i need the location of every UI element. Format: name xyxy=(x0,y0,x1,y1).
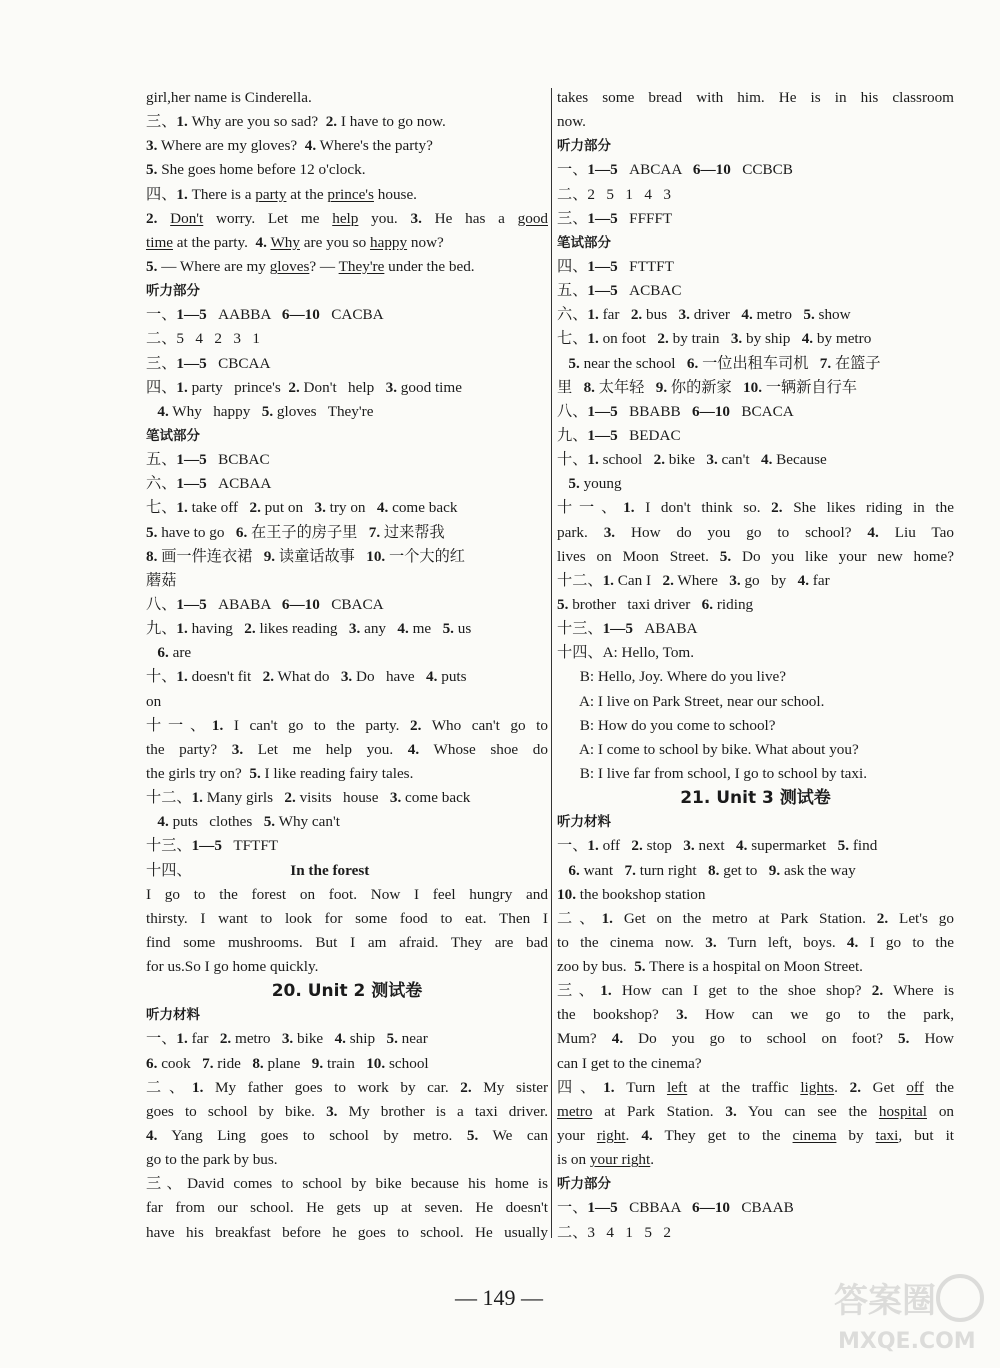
text-line: 十四、 In the forest xyxy=(146,861,370,879)
text-line: 5. She goes home before 12 o'clock. xyxy=(146,161,366,179)
text-line: 七、1. take off 2. put on 3. try on 4. come back xyxy=(146,499,458,517)
text-line: 一、1. off 2. stop 3. next 4. supermarket 5. find xyxy=(557,837,878,855)
text-line: the party? 3. Let me help you. 4. Whose shoe do xyxy=(146,740,548,758)
text-line: 十三、1—5 TFTFT xyxy=(146,837,279,855)
text-line: 2. Don't worry. Let me help you. 3. He has a good xyxy=(146,209,548,227)
text-line: lives on Moon Street. 5. Do you like your new home? xyxy=(557,547,954,565)
right-column xyxy=(557,86,954,1245)
text-line: 里 8. 太年轻 9. 你的新家 10. 一辆新自行车 xyxy=(557,378,857,396)
text-line: for us.So I go home quickly. xyxy=(146,958,319,976)
text-line: 3. Where are my gloves? 4. Where's the party? xyxy=(146,137,433,155)
text-line: 九、1—5 BEDAC xyxy=(557,426,681,444)
text-line: Mum? 4. Do you go to school on foot? 5. How xyxy=(557,1030,954,1048)
text-line: on xyxy=(146,692,162,710)
page-number: — 149 — xyxy=(455,1285,543,1310)
text-line: 笔试部分 xyxy=(557,234,611,251)
text-line: your right. 4. They get to the cinema by taxi, but it xyxy=(557,1127,954,1145)
watermark-top-text: 答案圈 xyxy=(834,1281,936,1321)
text-line: 21. Unit 3 测试卷 xyxy=(680,788,831,809)
text-line: girl,her name is Cinderella. xyxy=(146,89,312,106)
text-line: 5. have to go 6. 在王子的房子里 7. 过来帮我 xyxy=(146,523,445,541)
text-line: 一、1—5 ABCAA 6—10 CCBCB xyxy=(557,161,793,179)
text-line: goes to school by bike. 3. My brother is a taxi driver. xyxy=(146,1102,548,1120)
text-line: 五、1—5 ACBAC xyxy=(557,282,682,300)
text-line: 6. are xyxy=(157,644,192,662)
text-line: 五、1—5 BCBAC xyxy=(146,451,270,469)
text-line: have his breakfast before he goes to school. He usually xyxy=(146,1223,548,1241)
text-line: 听力材料 xyxy=(557,814,611,831)
text-line: 5. brother taxi driver 6. riding xyxy=(557,595,754,613)
column-divider xyxy=(551,88,552,1238)
text-line: takes some bread with him. He is in his classroom xyxy=(557,89,954,106)
text-line: park. 3. How do you go to school? 4. Liu Tao xyxy=(557,523,954,541)
text-line: 听力部分 xyxy=(146,283,200,300)
text-line: 5. young xyxy=(568,475,622,493)
text-line: time at the party. 4. Why are you so happy now? xyxy=(146,233,444,251)
text-line: 5. — Where are my gloves? — They're under the bed. xyxy=(146,257,475,275)
text-line: 二、2 5 1 4 3 xyxy=(557,185,671,203)
text-line: 三、1. Why are you so sad? 2. I have to go now. xyxy=(146,113,446,131)
text-line: zoo by bus. 5. There is a hospital on Moon Street. xyxy=(557,958,863,976)
text-line: 4. Yang Ling goes to school by metro. 5. We can xyxy=(146,1127,548,1145)
text-line: B: How do you come to school? xyxy=(557,716,776,734)
text-line: 一、1—5 AABBA 6—10 CACBA xyxy=(146,306,384,324)
text-line: 听力部分 xyxy=(557,1176,611,1193)
text-line: 十一、1. I don't think so. 2. She likes riding in the xyxy=(557,499,954,517)
text-line: 二、1. My father goes to work by car. 2. My sister xyxy=(146,1078,548,1096)
text-line: B: Hello, Joy. Where do you live? xyxy=(557,668,787,686)
watermark-logo xyxy=(828,1268,988,1358)
text-line: 笔试部分 xyxy=(146,427,200,444)
text-line: 二、5 4 2 3 1 xyxy=(146,330,260,348)
text-line: 三、1—5 FFFFT xyxy=(557,209,673,227)
text-line: go to the park by bus. xyxy=(146,1151,278,1169)
text-line: 听力部分 xyxy=(557,138,611,155)
text-line: 四、1. Turn left at the traffic lights. 2. Get off the xyxy=(557,1078,954,1096)
text-line: 十、1. school 2. bike 3. can't 4. Because xyxy=(557,451,827,469)
text-line: 听力材料 xyxy=(146,1007,200,1024)
text-line: 二、3 4 1 5 2 xyxy=(557,1223,671,1241)
text-line: 10. the bookshop station xyxy=(557,885,706,903)
text-line: 六、1—5 ACBAA xyxy=(146,475,272,493)
text-line: 6. cook 7. ride 8. plane 9. train 10. school xyxy=(146,1054,429,1072)
text-line: 六、1. far 2. bus 3. driver 4. metro 5. show xyxy=(557,306,851,324)
text-line: the bookshop? 3. How can we go to the park, xyxy=(557,1006,954,1024)
text-line: is on your right. xyxy=(557,1151,655,1169)
left-column xyxy=(146,86,548,1245)
text-line: 蘑菇 xyxy=(146,571,177,589)
text-line: 一、1—5 CBBAA 6—10 CBAAB xyxy=(557,1199,794,1217)
text-line: now. xyxy=(557,113,586,131)
text-line: metro at Park Station. 3. You can see the hospital on xyxy=(557,1102,954,1120)
text-line: 八、1—5 BBABB 6—10 BCACA xyxy=(557,402,794,420)
watermark-bottom-text: MXQE.COM xyxy=(838,1329,976,1354)
text-line: A: I come to school by bike. What about you? xyxy=(557,740,859,758)
text-line: far from our school. He gets up at seven. He doesn't xyxy=(146,1199,548,1217)
text-line: 十一、1. I can't go to the party. 2. Who can't go to xyxy=(146,716,548,734)
text-line: 5. near the school 6. 一位出租车司机 7. 在篮子 xyxy=(568,354,881,372)
text-line: 三、David comes to school by bike because his home is xyxy=(146,1175,548,1193)
text-line: find some mushrooms. But I am afraid. They are bad xyxy=(146,933,548,951)
text-line: to the cinema now. 3. Turn left, boys. 4. I go to the xyxy=(557,933,954,951)
text-line: 8. 画一件连衣裙 9. 读童话故事 10. 一个大的红 xyxy=(146,547,465,565)
text-line: 二、1. Get on the metro at Park Station. 2. Let's go xyxy=(557,909,954,927)
text-line: 十二、1. Many girls 2. visits house 3. come back xyxy=(146,789,471,807)
text-line: 4. Why happy 5. gloves They're xyxy=(157,402,374,420)
text-line: 20. Unit 2 测试卷 xyxy=(271,981,423,1002)
text-line: B: I live far from school, I go to school by taxi. xyxy=(557,764,868,782)
text-line: 八、1—5 ABABA 6—10 CBACA xyxy=(146,595,384,613)
text-line: 四、1. party prince's 2. Don't help 3. good time xyxy=(146,378,462,396)
text-line: 四、1. There is a party at the prince's house. xyxy=(146,185,417,203)
text-line: 三、1—5 CBCAA xyxy=(146,354,271,372)
text-line: 九、1. having 2. likes reading 3. any 4. me 5. us xyxy=(146,620,472,638)
text-line: 十二、1. Can I 2. Where 3. go by 4. far xyxy=(557,571,830,589)
text-line: thirsty. I want to look for some food to eat. Then I xyxy=(146,909,548,927)
text-line: 三、1. How can I get to the shoe shop? 2. Where is xyxy=(557,982,954,1000)
text-line: 四、1—5 FTTFT xyxy=(557,257,674,275)
text-line: can I get to the cinema? xyxy=(557,1054,702,1072)
text-line: 4. puts clothes 5. Why can't xyxy=(157,813,340,831)
text-line: 十、1. doesn't fit 2. What do 3. Do have 4. puts xyxy=(146,668,467,686)
text-line: the girls try on? 5. I like reading fairy tales. xyxy=(146,764,414,782)
text-line: A: I live on Park Street, near our school. xyxy=(557,692,825,710)
text-line: 七、1. on foot 2. by train 3. by ship 4. by metro xyxy=(557,330,872,348)
text-line: 一、1. far 2. metro 3. bike 4. ship 5. near xyxy=(146,1030,428,1048)
text-line: 6. want 7. turn right 8. get to 9. ask the way xyxy=(568,861,856,879)
text-line: 十三、1—5 ABABA xyxy=(557,620,698,638)
text-line: 十四、A: Hello, Tom. xyxy=(557,644,695,662)
text-line: I go to the forest on foot. Now I feel hungry and xyxy=(146,885,548,903)
